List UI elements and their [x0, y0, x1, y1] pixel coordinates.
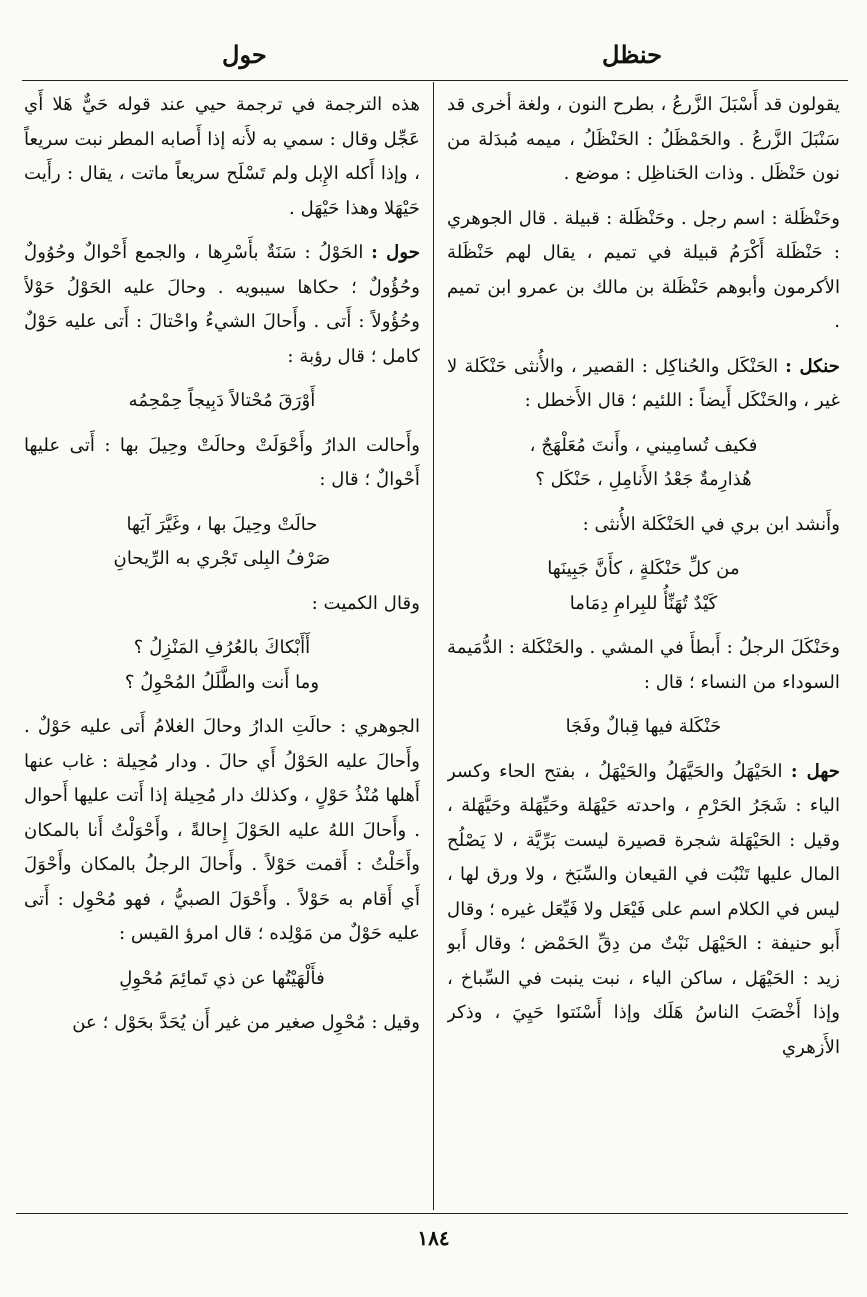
- verse-block: [447, 552, 840, 621]
- entry-paragraph: وأَنشد ابن بري في الحَنْكَلة الأُنثى :: [582, 513, 840, 535]
- verse-block: [24, 962, 420, 997]
- entry-paragraph: يقولون قد أَسْبَلَ الزَّرعُ ، بطرح النون ، ولغة أخرى قد سَنْبَلَ الزَّرعُ . والحَمْظَلُ : الحَنْظَلُ ، ميمه مُبدَلة من نون حَنْظَل . وذات الحَناظِل : موضع .: [447, 94, 840, 184]
- entry-paragraph: [447, 755, 840, 1066]
- right-column: [447, 88, 840, 1206]
- entry-paragraph: وقيل : مُحْوِل صغير من غير أَن يُحَدَّ بحَوْل ؛ عن: [72, 1012, 420, 1033]
- verse-line: حالَتْ وحِيلَ بها ، وغَيَّرَ آيَها: [126, 513, 318, 535]
- verse-line: من كلِّ حَنْكَلةٍ ، كأَنَّ جَبِينَها: [547, 558, 740, 579]
- verse-line: كَيْدٌ تُهَنِّأُ للبِرامِ دِمَاما: [569, 592, 718, 614]
- verse-line: فكيف تُسامِيني ، وأَنتَ مُعَلْهَجٌ ،: [529, 434, 758, 456]
- column-divider: [433, 82, 434, 1210]
- top-rule: [22, 80, 848, 81]
- verse-line: حَنْكَلة فيها قِبالٌ وفَجَا: [565, 716, 722, 737]
- verse-line: صَرْفُ البِلى تَجْري به الرِّيحانِ: [113, 548, 331, 569]
- entry-paragraph: وحَنْكَلَ الرجلُ : أَبطأَ في المشي . والحَنْكَلة : الدُّمَيمة السوداء من النساء ؛ قال :: [447, 637, 840, 693]
- entry-paragraph: وأَحالت الدارُ وأَحْوَلَتْ وحالَتْ وحِيلَ بها : أَتى عليها أَحْوالٌ ؛ قال :: [24, 434, 420, 490]
- verse-line: فأَلْهَيْتُها عن ذي تَمائِمَ مُحْوِلِ: [119, 967, 325, 989]
- verse-line: وما أَنت والطَّلَلُ المُحْوِلُ ؟: [124, 671, 320, 693]
- verse-block: [24, 508, 420, 577]
- entry-paragraph: الجوهري : حالَتِ الدارُ وحالَ الغلامُ أَتى عليه حَوْلٌ . وأَحالَ عليه الحَوْلُ أَي حالَ . ودار مُحِيلة : غاب عنها أَهلها مُنْذُ حَوْلٍ ، وكذلك دار مُحِيلة إذا أَتت عليها أَحوال . وأَحالَ اللهُ عليه الحَوْلَ إِحالةً ، وأَحْوَلْتُ أَنا بالمكان وأَحَلْتُ : أَقمت حَوْلاً . وأَحالَ الرجلُ بالمكان وأَحْوَلَ أَي أَقام به حَوْلاً . وأَحْوَلَ الصبيُّ ، فهو مُحْوِل : أَتى عليه حَوْلٌ من مَوْلِده ؛ قال امرؤ القيس :: [24, 716, 420, 944]
- entry-headword: حول :: [371, 242, 420, 263]
- entry-paragraph: [24, 236, 420, 374]
- left-column: [24, 88, 420, 1206]
- entry-paragraph: [447, 350, 840, 419]
- verse-block: [447, 710, 840, 745]
- running-head-left: حول: [222, 40, 267, 69]
- verse-line: أَأَبْكاكَ بالعُرُفِ المَنْزِلُ ؟: [133, 637, 311, 658]
- entry-text: الحَيْهَلُ والحَيَّهَلُ والحَيْهَلُ ، بفتح الحاء وكسر الياء : شَجَرُ الحَرْمِ ، واحدته حَيْهَلة وحَيِّهَلة وحَيَّهَلة ، وقيل : الحَيْهَلة شجرة قصيرة ليست بَرِّيَّة ، لا يَصْلُح المال عليها تَنْبُت في القيعان والسِّبَخ ، ولا ورق لها ، ليس في الكلام اسم على فَيْعَل ولا فَيِّعَل غيره ؛ وقال أَبو حنيفة : الحَيْهَل نَبْتٌ من دِقِّ الحَمْض ؛ وقال أَبو زيد : الحَيْهَل ، ساكن الياء ، نبت ينبت في السِّباخ ، وإذا أَخْصَبَ الناسُ هَلَك وإذا أَسْنَتوا حَيِيَ ، وذكر الأَزهري: [447, 760, 840, 1058]
- entry-text: الحَوْلُ : سَنَةٌ بأَسْرِها ، والجمع أَحْوالٌ وحُوُولٌ وحُؤُولٌ ؛ حكاها سيبويه . وحالَ عليه الحَوْلُ حَوْلاً وحُؤُولاً : أَتى . وأَحالَ الشيءُ واحْتالَ : أَتى عليه حَوْلٌ كامل ؛ قال رؤبة :: [24, 242, 420, 367]
- entry-paragraph: وحَنْظَلة : اسم رجل . وحَنْظَلة : قبيلة . قال الجوهري : حَنْظَلة أَكْرَمُ قبيلة في تميم ، يقال لهم حَنْظَلة الأكرمون وأبوهم حَنْظَلة بن مالك بن عمرو ابن تميم .: [447, 207, 840, 332]
- entry-paragraph: هذه الترجمة في ترجمة حيي عند قوله حَيٌّ هَلا أَي عَجِّل وقال : سمي به لأَنه إذا أَصابه المطر نبت سريعاً ، وإذا أَكله الإِبل ولم تَسْلَح سريعاً ماتت ، يقال : رأَيت حَيْهَلا وهذا حَيْهَل .: [24, 94, 420, 219]
- verse-block: [24, 631, 420, 700]
- verse-line: هُذارِمةٌ جَعْدُ الأَنامِلِ ، حَنْكَل ؟: [535, 469, 752, 490]
- running-head-right: حنظل: [602, 40, 662, 69]
- entry-text: الحَنْكَل والحُناكِل : القصير ، والأُنثى حَنْكَلة لا غير ، والحَنْكَل أَيضاً : اللئيم ؛ قال الأَخطل :: [447, 355, 840, 411]
- bottom-rule: [16, 1213, 848, 1214]
- entry-paragraph: وقال الكميت :: [311, 592, 420, 614]
- page-number: ١٨٤: [417, 1226, 450, 1250]
- entry-headword: حنكل :: [785, 355, 840, 377]
- entry-headword: حهل :: [790, 760, 840, 782]
- verse-line: أَوْرَقَ مُحْتالاً دَبِيجاً حِمْحِمُه: [128, 390, 316, 411]
- verse-block: [24, 384, 420, 419]
- verse-block: [447, 429, 840, 498]
